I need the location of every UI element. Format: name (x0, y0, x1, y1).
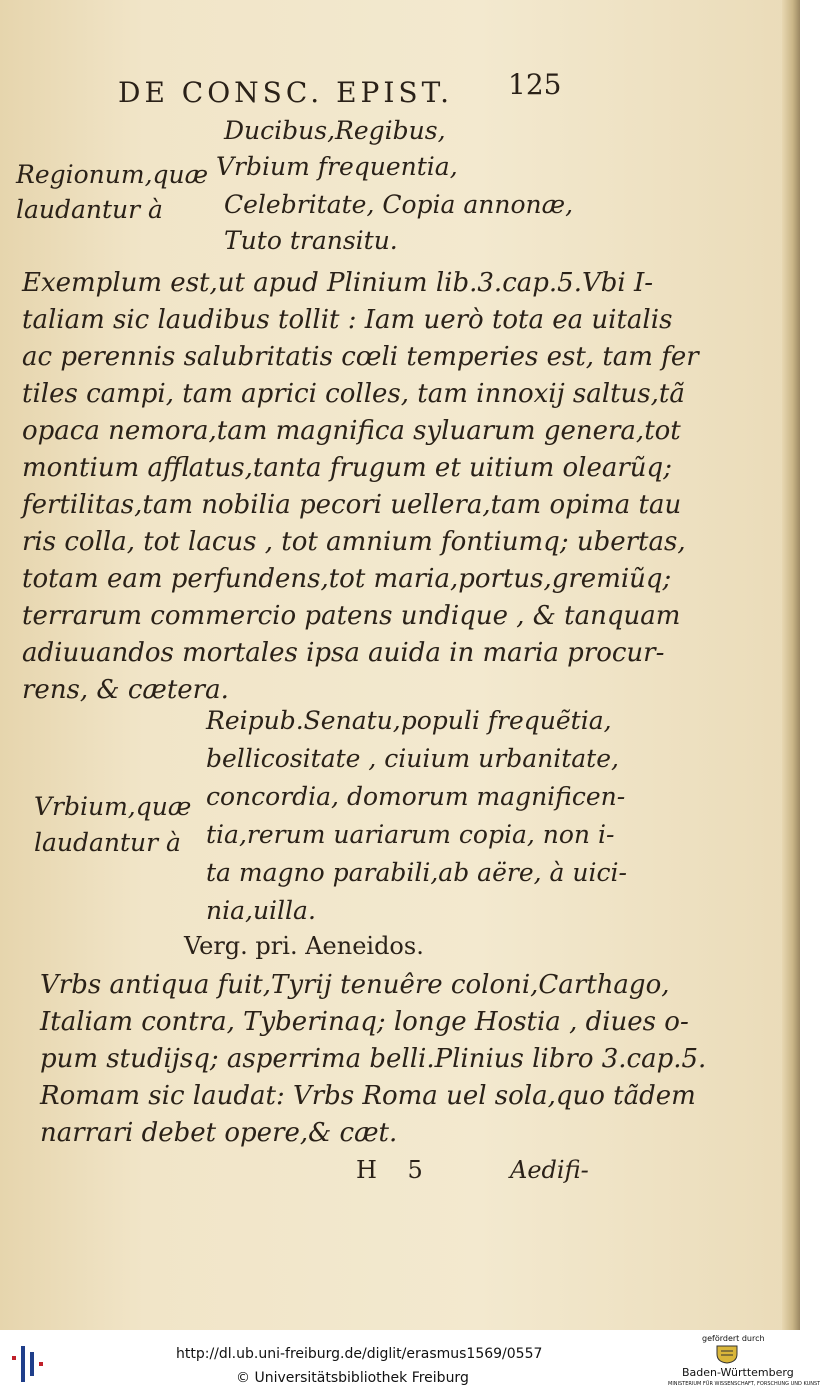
text-line: Romam sic laudat: Vrbs Roma uel sola,quo tãdem (40, 1081, 696, 1111)
brace-item-line: concordia, domorum magnificen- (206, 782, 626, 811)
catchword: Aedifi- (510, 1156, 589, 1184)
running-header: DE CONSC. EPIST. (118, 76, 454, 109)
section-heading: Verg. pri. Aeneidos. (184, 932, 424, 960)
funder-logo (668, 1334, 820, 1391)
page-edge (782, 0, 800, 1330)
text-line: ris colla, tot lacus , tot amnium fontiumq; ubertas, (22, 527, 686, 557)
brace-item-line: tia,rerum uariarum copia, non i- (206, 820, 615, 849)
left-label-line: Regionum,quæ (16, 160, 209, 189)
coat-of-arms-icon (714, 1344, 740, 1364)
funder-subtitle: MINISTERIUM FÜR WISSENSCHAFT, FORSCHUNG UND KUNST (668, 1381, 820, 1387)
page-number: 125 (508, 68, 562, 101)
left-label-line: laudantur à (34, 828, 181, 857)
left-label-line: laudantur à (16, 195, 163, 224)
text-line: fertilitas,tam nobilia pecori uellera,tam opima tau (22, 490, 682, 520)
text-line: narrari debet opere,& cæt. (40, 1118, 398, 1148)
signature-mark: H 5 (356, 1156, 423, 1184)
brace-item-line: nia,uilla. (206, 896, 316, 925)
text-line: ac perennis salubritatis cœli temperies est, tam fer (22, 342, 699, 372)
text-line: totam eam perfundens,tot maria,portus,gremiũq; (22, 564, 672, 594)
brace-item-line: Celebritate, Copia annonæ, (224, 190, 574, 219)
brace-item-line: ta magno parabili,ab aëre, à uici- (206, 858, 627, 887)
brace-item-line: bellicositate , ciuium urbanitate, (206, 744, 619, 773)
text-line: adiuuandos mortales ipsa auida in maria procur- (22, 638, 665, 668)
copyright-text: © Universitätsbibliothek Freiburg (236, 1370, 469, 1386)
text-line: tiles campi, tam aprici colles, tam innoxij saltus,tã (22, 379, 685, 409)
text-line: pum studijsq; asperrima belli.Plinius libro 3.cap.5. (40, 1044, 707, 1074)
text-line: Vrbs antiqua fuit,Tyrij tenuêre coloni,Carthago, (40, 970, 670, 1000)
text-line: rens, & cætera. (22, 675, 229, 705)
funder-caption: gefördert durch (702, 1334, 765, 1343)
text-line: Exemplum est,ut apud Plinium lib.3.cap.5.Vbi I- (22, 268, 654, 298)
text-line: opaca nemora,tam magnifica syluarum genera,tot (22, 416, 681, 446)
text-line: Italiam contra, Tyberinaq; longe Hostia , diues o- (40, 1007, 689, 1037)
brace-item-line: Reipub.Senatu,populi frequẽtia, (206, 706, 612, 735)
source-url-link[interactable]: http://dl.ub.uni-freiburg.de/diglit/erasmus1569/0557 (176, 1346, 543, 1362)
text-line: montium afflatus,tanta frugum et uitium olearũq; (22, 453, 672, 483)
brace-item-line: Ducibus,Regibus, (224, 116, 446, 145)
brace-item-line: Vrbium frequentia, (216, 152, 458, 181)
funder-name: Baden-Württemberg (682, 1366, 794, 1379)
library-logo-icon (8, 1342, 48, 1386)
brace-item-line: Tuto transitu. (224, 226, 398, 255)
text-line: taliam sic laudibus tollit : Iam uerò tota ea uitalis (22, 305, 673, 335)
text-line: terrarum commercio patens undique , & tanquam (22, 601, 681, 631)
left-label-line: Vrbium,quæ (34, 792, 192, 821)
